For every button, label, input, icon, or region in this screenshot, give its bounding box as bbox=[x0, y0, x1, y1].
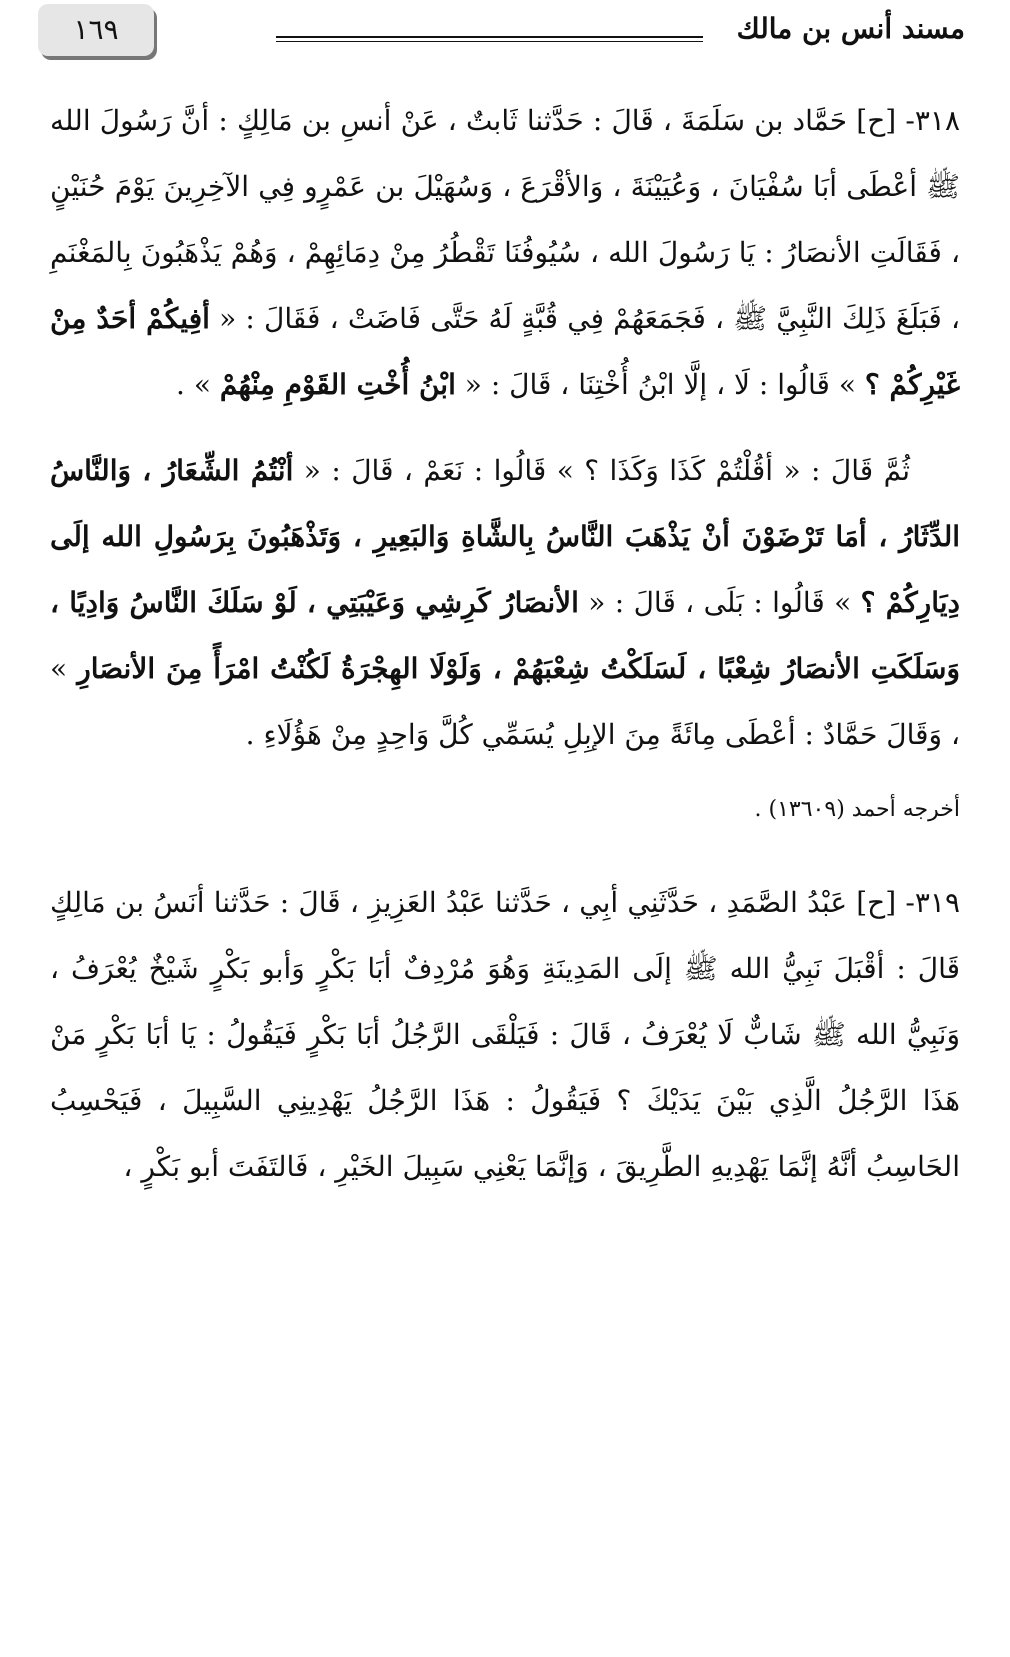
hadith-318-paragraph-2 bbox=[50, 438, 960, 768]
prophet-quote: ابْنُ أُخْتِ القَوْمِ مِنْهُمْ bbox=[219, 368, 456, 401]
hadith-318-text: » قَالُوا : بَلَى ، قَالَ : « bbox=[588, 586, 852, 619]
book-title: مسند أنس بن مالك bbox=[736, 12, 965, 45]
page-header bbox=[38, 0, 965, 64]
hadith-318-text: ٣١٨- [ح] حَمَّاد بن سَلَمَةَ ، قَالَ : حَدَّثنا ثَابتٌ ، عَنْ أنسِ بن مَالِكٍ : أنَّ رَسُولَ الله ﷺ أعْطَى أبَا سُفْيَانَ ، وَعُيَيْنَةَ ، وَالأقْرَعَ ، وَسُهَيْلَ بن عَمْرٍو فِي الآخِرِينَ يَوْمَ حُنَيْنٍ ، فَقَالَتِ الأنصَارُ : يَا رَسُولَ الله ، سُيُوفُنَا تَقْطُرُ مِنْ دِمَائِهِمْ ، وَهُمْ يَذْهَبُونَ بِالمَغْنَمِ ، فَبَلَغَ ذَلِكَ النَّبِيَّ ﷺ ، فَجَمَعَهُمْ فِي قُبَّةٍ لَهُ حَتَّى فَاضَتْ ، فَقَالَ : « bbox=[50, 104, 960, 335]
page-number: ١٦٩ bbox=[38, 4, 154, 56]
hadith-319-text: ٣١٩- [ح] عَبْدُ الصَّمَدِ ، حَدَّثَنِي أبِي ، حَدَّثنا عَبْدُ العَزِيزِ ، قَالَ : حَدَّثنا أنَسُ بن مَالِكٍ قَالَ : أقْبَلَ نَبِيُّ الله ﷺ إلَى المَدِينَةِ وَهُوَ مُرْدِفٌ أبَا بَكْرٍ وَأبو بَكْرٍ شَيْخٌ يُعْرَفُ ، وَنَبِيُّ الله ﷺ شَابٌّ لَا يُعْرَفُ ، قَالَ : فَيَلْقَى الرَّجُلُ أبَا بَكْرٍ فَيَقُولُ : يَا أبَا بَكْرٍ مَنْ هَذَا الرَّجُلُ الَّذِي بَيْنَ يَدَيْكَ ؟ فَيَقُولُ : هَذَا الرَّجُلُ يَهْدِينِي السَّبِيلَ ، فَيَحْسِبُ الحَاسِبُ أنَّهُ إنَّمَا يَهْدِيهِ الطَّرِيقَ ، وَإنَّمَا يَعْنِي سَبِيلَ الخَيْرِ ، فَالتَفَتَ أبو بَكْرٍ ، bbox=[50, 886, 960, 1183]
hadith-319-paragraph bbox=[50, 870, 960, 1200]
page-body bbox=[50, 88, 960, 1200]
hadith-318-paragraph-1 bbox=[50, 88, 960, 418]
header-rule bbox=[276, 36, 703, 42]
source-note: أخرجه أحمد (١٣٦٠٩) . bbox=[754, 797, 960, 822]
hadith-318-text: » قَالُوا : لَا ، إلَّا ابْنُ أُخْتِنَا ، قَالَ : « bbox=[464, 368, 856, 401]
hadith-318-text: ثُمَّ قَالَ : « أقُلْتُمْ كَذَا وَكَذَا ؟ » قَالُوا : نَعَمْ ، قَالَ : « bbox=[303, 454, 911, 487]
prophet-quote: أنْتُمُ الشِّعَارُ ، وَالنَّاسُ الدِّثَارُ ، أمَا تَرْضَوْنَ أنْ يَذْهَبَ النَّاسُ بِالشَّاةِ وَالبَعِيرِ ، وَتَذْهَبُونَ بِرَسُولِ الله إلَى دِيَارِكُمْ ؟ bbox=[50, 454, 961, 619]
hadith-318-text: » . bbox=[176, 368, 211, 401]
hadith-318-text: » ، وَقَالَ حَمَّادٌ : أعْطَى مِائَةً مِنَ الإبِلِ يُسَمِّي كُلَّ وَاحِدٍ مِنْ هَؤُلَاءِ . bbox=[50, 652, 960, 751]
prophet-quote: الأنصَارُ كَرِشِي وَعَيْبَتِي ، لَوْ سَلَكَ النَّاسُ وَادِيًا ، وَسَلَكَتِ الأنصَارُ شِعْبًا ، لَسَلَكْتُ شِعْبَهُمْ ، وَلَوْلَا الهِجْرَةُ لَكُنْتُ امْرَأً مِنَ الأنصَارِ bbox=[50, 586, 961, 685]
prophet-quote: أفِيكُمْ أحَدٌ مِنْ غَيْرِكُمْ ؟ bbox=[50, 302, 960, 401]
